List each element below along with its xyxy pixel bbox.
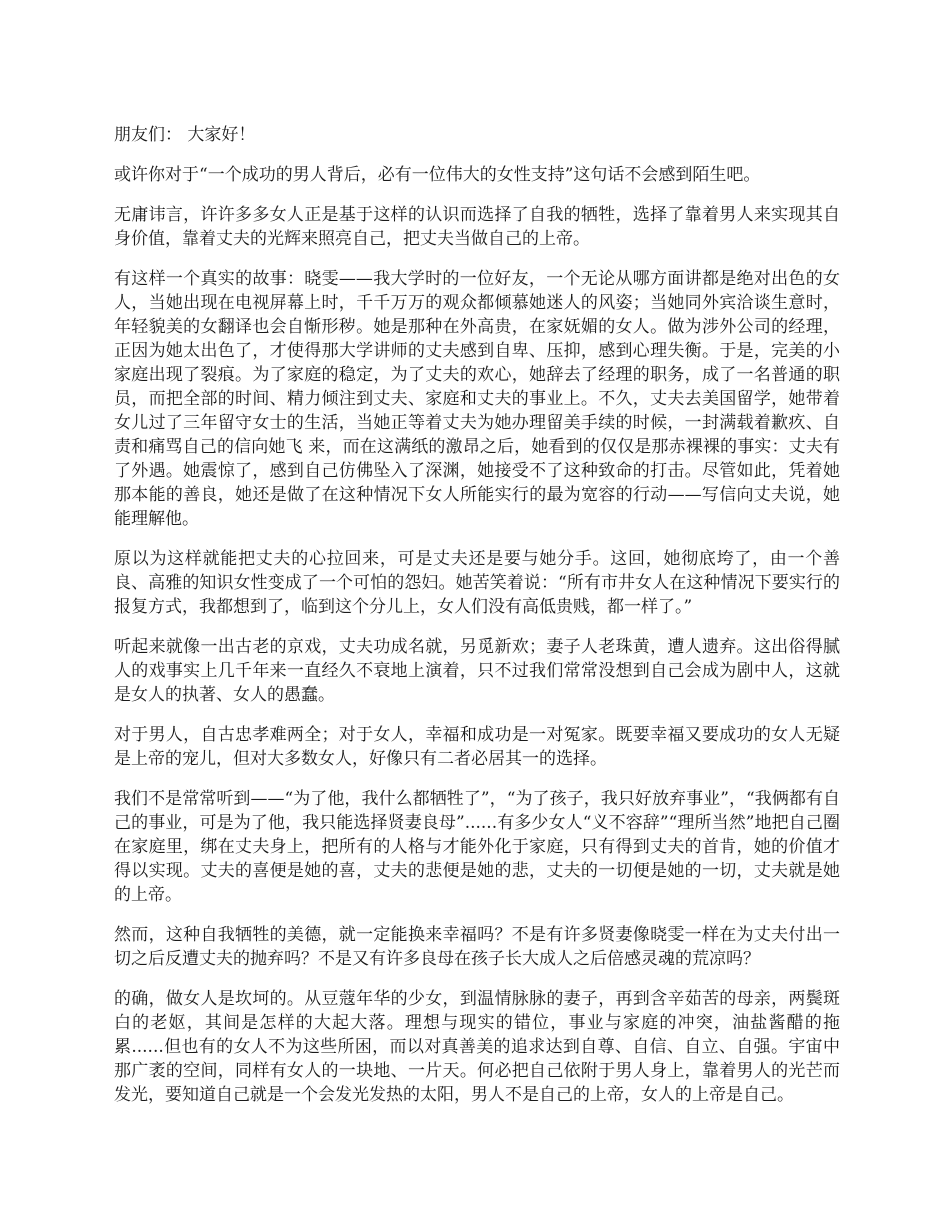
body-paragraph: 然而，这种自我牺牲的美德，就一定能换来幸福吗？不是有许多贤妻像晓雯一样在为丈夫付出一切之后反遭丈夫的抛弃吗？不是又有许多良母在孩子长大成人之后倍感灵魂的荒凉吗？ — [114, 925, 840, 969]
document-body — [114, 123, 840, 1123]
body-paragraph: 对于男人，自古忠孝难两全；对于女人，幸福和成功是一对冤家。既要幸福又要成功的女人无疑是上帝的宠儿，但对大多数女人，好像只有二者必居其一的选择。 — [114, 725, 840, 769]
body-paragraph: 无庸讳言，许许多多女人正是基于这样的认识而选择了自我的牺牲，选择了靠着男人来实现其自身价值，靠着丈夫的光辉来照亮自己，把丈夫当做自己的上帝。 — [114, 205, 840, 249]
greeting-paragraph: 朋友们： 大家好！ — [114, 125, 256, 145]
body-paragraph: 我们不是常常听到——“为了他，我什么都牺牲了”，“为了孩子，我只好放弃事业”，“我俩都有自己的事业，可是为了他，我只能选择贤妻良母”......有多少女人“义不容辞”“理所当然”地把自己圈在家庭里，绑在丈夫身上，把所有的人格与才能外化于家庭，只有得到丈夫的首肯，她的价值才得以实现。丈夫的喜便是她的喜，丈夫的悲便是她的悲，丈夫的一切便是她的一切，丈夫就是她的上帝。 — [114, 789, 840, 905]
body-paragraph: 原以为这样就能把丈夫的心拉回来，可是丈夫还是要与她分手。这回，她彻底垮了，由一个善良、高雅的知识女性变成了一个可怕的怨妇。她苦笑着说：“所有市井女人在这种情况下要实行的报复方式，我都想到了，临到这个分儿上，女人们没有高低贵贱，都一样了。” — [114, 549, 840, 617]
body-paragraph: 听起来就像一出古老的京戏，丈夫功成名就，另觅新欢；妻子人老珠黄，遭人遗弃。这出俗得腻人的戏事实上几千年来一直经久不衰地上演着，只不过我们常常没想到自己会成为剧中人，这就是女人的执著、女人的愚蠢。 — [114, 637, 840, 705]
closing-paragraph: 的确，做女人是坎坷的。从豆蔻年华的少女，到温情脉脉的妻子，再到含辛茹苦的母亲，两鬓斑白的老妪，其间是怎样的大起大落。理想与现实的错位，事业与家庭的冲突，油盐酱醋的拖累......但也有的女人不为这些所困，而以对真善美的追求达到自尊、自信、自立、自强。宇宙中那广袤的空间，同样有女人的一块地、一片天。何必把自己依附于男人身上，靠着男人的光芒而发光，要知道自己就是一个会发光发热的太阳，男人不是自己的上帝，女人的上帝是自己。 — [114, 989, 840, 1105]
body-paragraph: 或许你对于“一个成功的男人背后，必有一位伟大的女性支持”这句话不会感到陌生吧。 — [114, 165, 761, 185]
body-paragraph: 有这样一个真实的故事：晓雯——我大学时的一位好友，一个无论从哪方面讲都是绝对出色的女人，当她出现在电视屏幕上时，千千万万的观众都倾慕她迷人的风姿；当她同外宾洽谈生意时，年轻貌美的女翻译也会自惭形秽。她是那种在外高贵，在家妩媚的女人。做为涉外公司的经理，正因为她太出色了，才使得那大学讲师的丈夫感到自卑、压抑，感到心理失衡。于是，完美的小家庭出现了裂痕。为了家庭的稳定，为了丈夫的欢心，她辞去了经理的职务，成了一名普通的职员，而把全部的时间、精力倾注到丈夫、家庭和丈夫的事业上。不久，丈夫去美国留学，她带着女儿过了三年留守女士的生活，当她正等着丈夫为她办理留美手续的时候，一封满载着歉疚、自责和痛骂自己的信向她飞 来，而在这满纸的激昂之后，她看到的仅仅是那赤裸裸的事实：丈夫有了外遇。她震惊了，感到自己仿佛坠入了深渊，她接受不了这种致命的打击。尽管如此，凭着她那本能的善良，她还是做了在这种情况下女人所能实行的最为宽容的行动——写信向丈夫说，她能理解他。 — [114, 269, 840, 529]
